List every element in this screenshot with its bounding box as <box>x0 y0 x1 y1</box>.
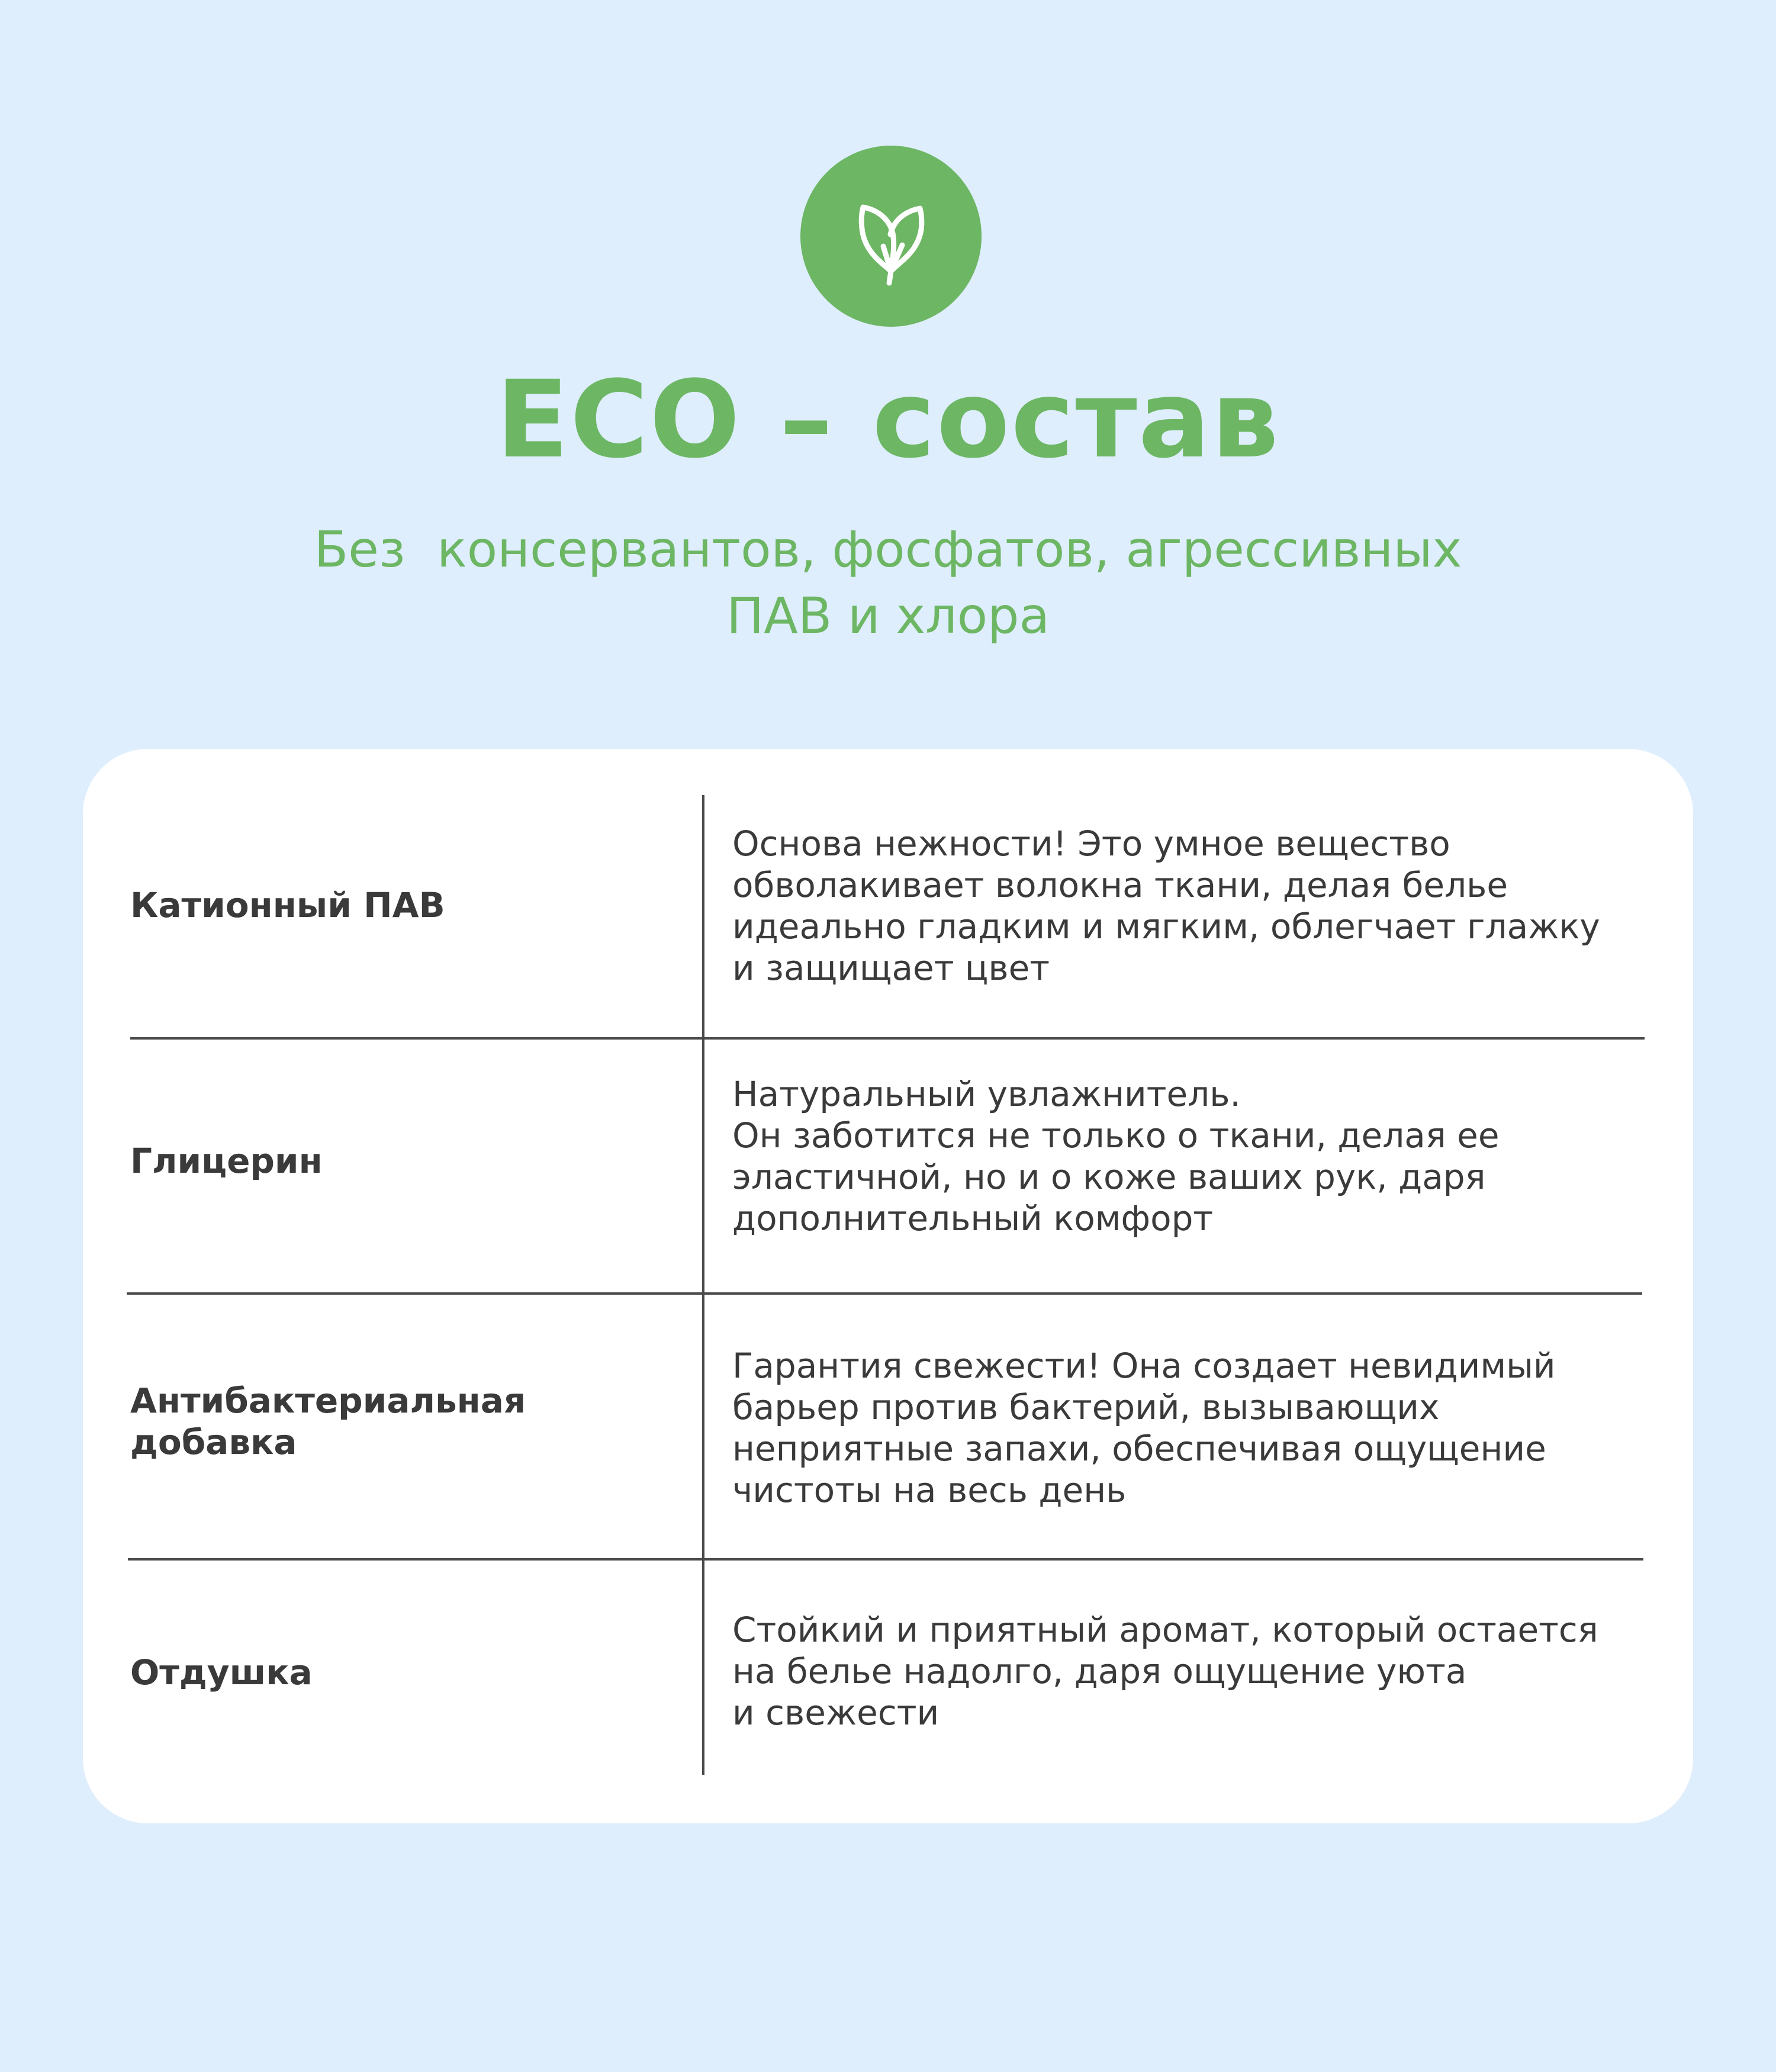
description-line: Он заботится не только о ткани, делая ее <box>732 1115 1500 1156</box>
ingredient-description <box>732 823 1668 989</box>
subtitle-line: ПАВ и хлора <box>726 587 1050 645</box>
description-line: идеально гладким и мягким, облегчает глажку <box>732 906 1600 947</box>
description-line: Натуральный увлажнитель. <box>732 1074 1241 1114</box>
eco-badge <box>800 146 982 327</box>
description-line: неприятные запахи, обеспечивая ощущение <box>732 1428 1546 1469</box>
ingredient-name <box>130 1652 687 1693</box>
ingredient-description <box>732 1609 1668 1733</box>
description-line: на белье надолго, даря ощущение уюта <box>732 1651 1467 1691</box>
description-line: Основа нежности! Это умное вещество <box>732 823 1450 864</box>
description-line: обволакивает волокна ткани, делая белье <box>732 865 1508 905</box>
row-divider <box>127 1292 1642 1295</box>
ingredient-name <box>130 1140 687 1182</box>
leaf-icon <box>800 146 982 327</box>
description-line: эластичной, но и о коже ваших рук, даря <box>732 1157 1486 1197</box>
column-divider <box>702 795 704 1775</box>
ingredient-name-line: Отдушка <box>130 1652 313 1693</box>
description-line: и защищает цвет <box>732 948 1050 988</box>
ingredient-description <box>732 1345 1668 1511</box>
ingredient-name-line: Антибактериальная <box>130 1381 526 1421</box>
page-title: ECO – состав <box>496 358 1280 482</box>
description-line: и свежести <box>732 1693 940 1733</box>
row-divider <box>130 1037 1645 1040</box>
description-line: Стойкий и приятный аромат, который остается <box>732 1610 1598 1650</box>
row-divider <box>128 1558 1643 1561</box>
description-line: дополнительный комфорт <box>732 1198 1214 1238</box>
subtitle-line: Без консервантов, фосфатов, агрессивных <box>314 520 1462 578</box>
ingredient-name-line: Катионный ПАВ <box>130 885 445 925</box>
ingredient-name <box>130 884 687 926</box>
description-line: чистоты на весь день <box>732 1470 1127 1510</box>
ingredient-name-line: Глицерин <box>130 1141 323 1181</box>
description-line: барьер против бактерий, вызывающих <box>732 1387 1440 1427</box>
ingredient-name-line: добавка <box>130 1422 297 1462</box>
description-line: Гарантия свежести! Она создает невидимый <box>732 1346 1556 1386</box>
ingredient-name <box>130 1380 687 1463</box>
ingredient-description <box>732 1073 1668 1239</box>
page-subtitle <box>237 516 1539 649</box>
